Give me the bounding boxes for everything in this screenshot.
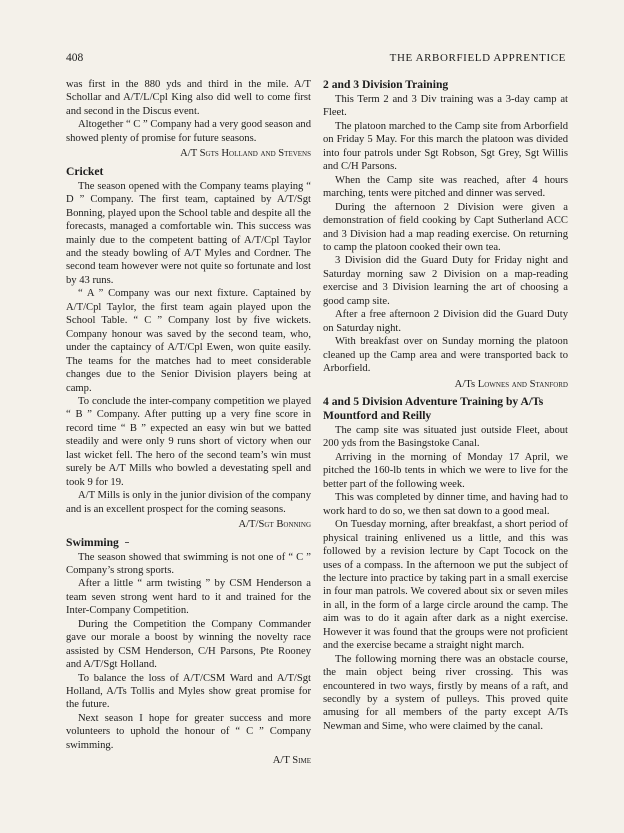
signature-prefix: A/T/ xyxy=(238,519,259,531)
paragraph: 3 Division did the Guard Duty for Friday night and Saturday morning saw 2 Division on a map-reading exercise and 3 Division learning the art of choosing a good camp site. xyxy=(323,255,568,307)
paragraph: This was completed by dinner time, and having had to work hard to do so, we then sat down to a good meal. xyxy=(323,492,568,517)
paragraph: After a free afternoon 2 Division did the Guard Duty on Saturday night. xyxy=(323,309,568,334)
section-heading-adventure-training: 4 and 5 Division Adventure Training by A/Ts Mountford and Reilly xyxy=(323,394,544,422)
paragraph: During the afternoon 2 Division were given a demonstration of field cooking by Capt Sutherland ACC and 3 Division had a map reading exercise. On returning to camp the platoon cooked their own tea. xyxy=(323,201,568,253)
right-column xyxy=(323,78,568,733)
paragraph: The camp site was situated just outside Fleet, about 200 yds from the Basingstoke Canal. xyxy=(323,424,568,450)
running-title: THE ARBORFIELD APPRENTICE xyxy=(389,52,566,64)
paragraph: A/T Mills is only in the junior division of the company and is an excellent prospect for the coming seasons. xyxy=(66,490,311,515)
signature xyxy=(66,754,311,767)
paragraph: On Tuesday morning, after breakfast, a short period of physical training enlivened us a little, and this was followed by a revision lecture by Capt Tocock on the uses of a compass. In the afternoon we put the subject of the lecture into practice by taking part in a small exercise in four man patrols. We covered about six or seven miles in all, in the form of a large circle around the camp. The aim was to do it again after dark as a night exercise. However it was found that the groups were not proficient and the exercise became a straight night march. xyxy=(323,519,568,652)
signature-name: Sgt Bonning xyxy=(258,519,311,531)
signature xyxy=(66,147,311,160)
paragraph: Next season I hope for greater success and more volunteers to uphold the honour of “ C ” Company swimming. xyxy=(66,712,311,751)
stray-mark xyxy=(125,542,129,543)
paragraph: To conclude the inter-company competition we played “ B ” Company. After putting up a very fine score in record time “ B ” expected an easy win but we batted steadily and were only 9 runs short of victory when our last wicket fell. The hero of the second team’s win must surely be A/T Mills who bowled a devestating spell and took 9 for 19. xyxy=(66,395,311,488)
paragraph: To balance the loss of A/T/CSM Ward and A/T/Sgt Holland, A/Ts Tollis and Myles show great promise for the future. xyxy=(66,672,311,711)
paragraph: Altogether “ C ” Company had a very good season and showed plenty of promise for future seasons. xyxy=(66,119,312,144)
paragraph: was first in the 880 yds and third in the mile. A/T Schollar and A/T/L/Cpl King also did well to come first and second in the Discus event. xyxy=(66,79,311,117)
section-heading-cricket: Cricket xyxy=(66,164,104,178)
section-heading-division-training: 2 and 3 Division Training xyxy=(323,78,449,91)
paragraph: The following morning there was an obstacle course, the main object being river crossing. This was encountered in two ways, firstly by means of a raft, and secondly by a system of pulleys. This proved quite amusing for all members of the party except A/Ts Newman and Sime, who were claimed by the canal. xyxy=(323,653,568,732)
signature xyxy=(66,518,311,531)
paragraph: With breakfast over on Sunday morning the platoon cleaned up the Camp area and were transported back to Arborfield. xyxy=(323,336,568,375)
signature xyxy=(323,378,568,391)
paragraph: When the Camp site was reached, after 4 hours marching, tents were pitched and dinner was served. xyxy=(323,174,568,200)
paragraph: During the Competition the Company Commander gave our morale a boost by winning the novelty race assisted by CSM Henderson, C/H Parsons, Pte Rooney and A/T/Sgt Holland. xyxy=(66,618,311,671)
signature-prefix: A/T xyxy=(180,148,200,160)
section-heading-swimming: Swimming xyxy=(66,536,311,550)
paragraph: The season opened with the Company teams playing “ D ” Company. The first team, captained by A/T/Sgt Bonning, played upon the School table and despite all the forecasts, managed a comfortable win. This success was mainly due to the competent batting of A/T/Cpl Taylor and the steady bowling of A/T Myles and Cordner. The second team however were not quite so fortunate and lost by 43 runs. xyxy=(66,180,311,286)
signature-prefix: A/T xyxy=(272,755,293,767)
paragraph: This Term 2 and 3 Div training was a 3-day camp at Fleet. xyxy=(323,94,568,119)
left-column xyxy=(66,78,311,772)
signature-name: Sgts Holland and Stevens xyxy=(199,148,311,160)
signature-name: Sime xyxy=(292,755,311,767)
signature-name: Lownes and Stanford xyxy=(477,378,568,390)
signature-prefix: A/Ts xyxy=(454,378,478,390)
page-number: 408 xyxy=(66,52,84,64)
paragraph: After a little “ arm twisting ” by CSM Henderson a team seven strong went hard to it and trained for the Inter-Company Competition. xyxy=(66,578,311,617)
paragraph: Arriving in the morning of Monday 17 April, we pitched the 160-lb tents in which we were to live for the better part of the following week. xyxy=(323,451,568,490)
paragraph: The platoon marched to the Camp site from Arborfield on Friday 5 May. For this march the platoon was divided into four patrols under Sgt Robson, Sgt Grey, Sgt Willis and C/H Parsons. xyxy=(323,120,568,173)
paragraph: The season showed that swimming is not one of “ C ” Company’s strong sports. xyxy=(66,551,311,576)
paragraph: “ A ” Company was our next fixture. Captained by A/T/Cpl Taylor, the first team again played upon the School Table. “ C ” Company lost by five wickets. Company honour was saved by the second team, who, under the captaincy of A/T/Cpl Ewen, won quite easily. The teams for the matches had to meet considerable changes due to the Senior Division players being at camp. xyxy=(66,288,311,394)
